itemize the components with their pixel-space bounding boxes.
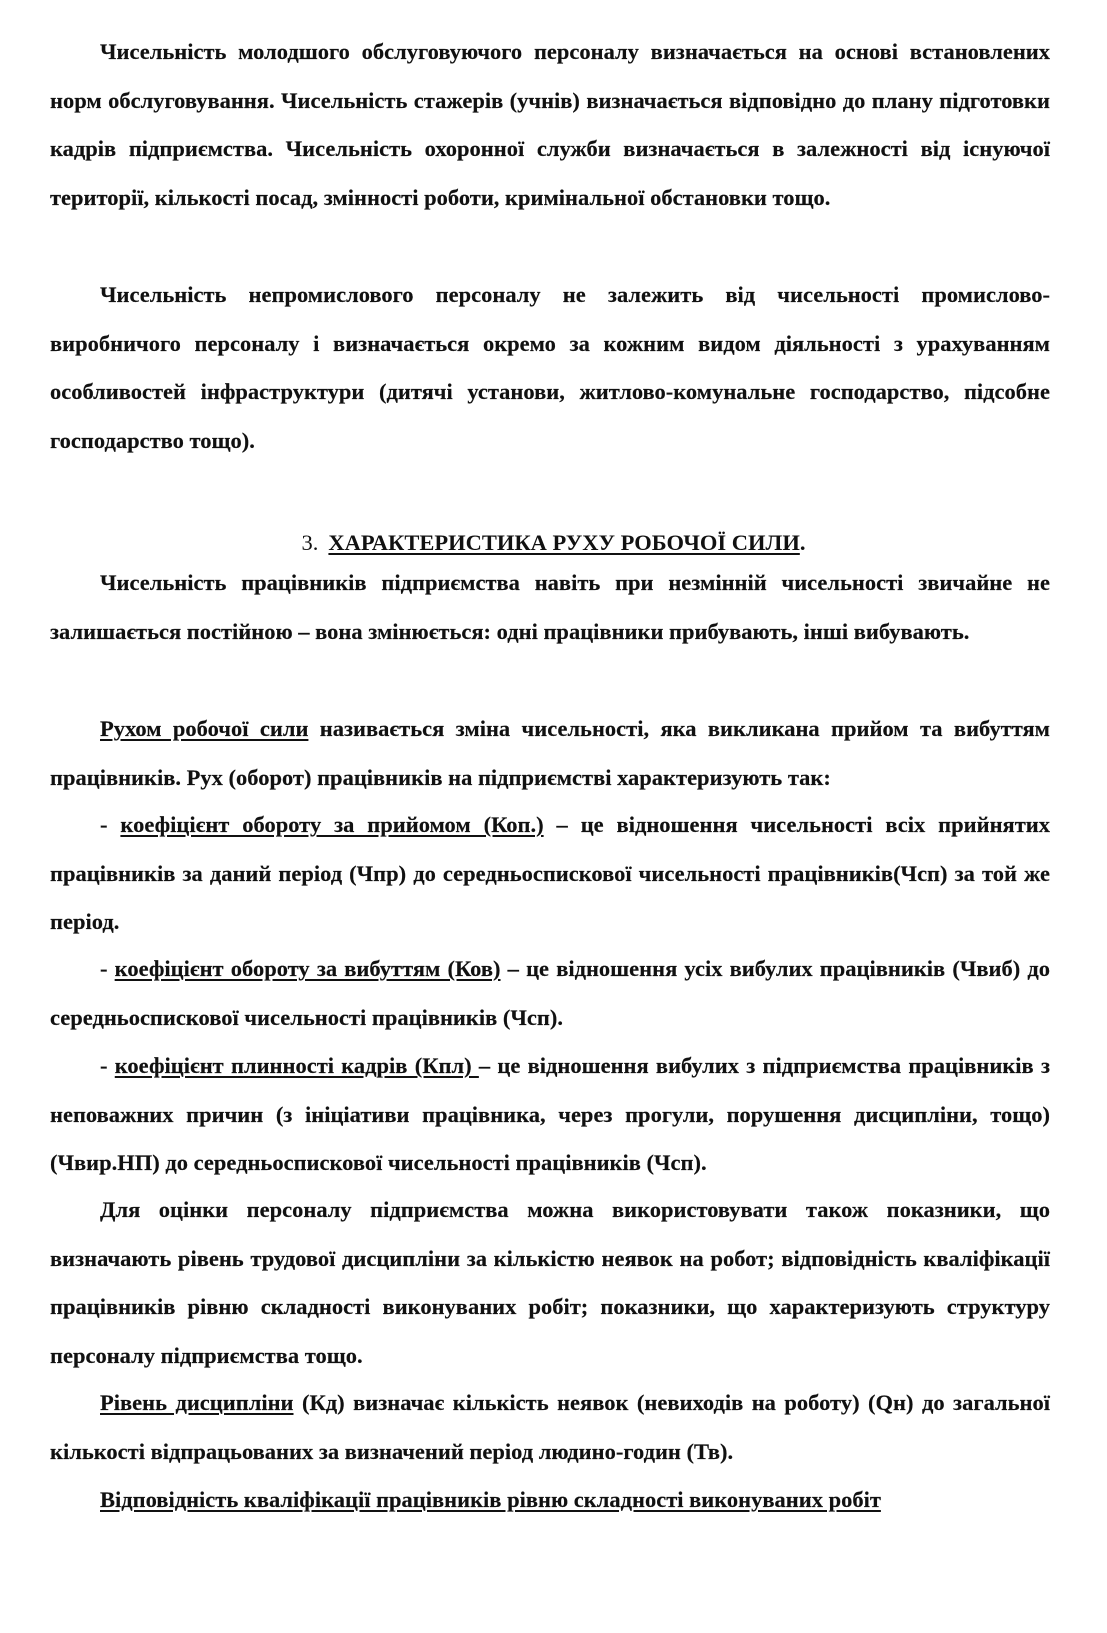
list-bullet: - (100, 1053, 115, 1078)
list-item-text: – це відношення чисельності всіх прийнятих працівників за даний період (Чпр) до середньоспискової чисельності працівників(Чсп) за той же період. (50, 812, 1050, 934)
term-workforce-movement: Рухом робочої сили (100, 716, 309, 741)
paragraph-personnel-assessment: Для оцінки персоналу підприємства можна використовувати також показники, що визначають рівень трудової дисципліни за кількістю неявок на робот; відповідність кваліфікації працівників рівню складності виконуваних робіт; показники, що характеризують структуру персоналу підприємства тощо. (50, 1197, 1050, 1368)
term-leaving-turnover: коефіцієнт обороту за вибуттям (Ков) (114, 956, 501, 981)
list-bullet: - (100, 956, 115, 981)
section-number: 3. (301, 530, 319, 555)
list-item-text: – це відношення вибулих з підприємства працівників з неповажних причин (з ініціативи працівника, через прогули, порушення дисципліни, тощо) (Чвир.НП) до середньоспискової чисельності працівників (Чсп). (50, 1053, 1051, 1175)
section-title-trail: . (799, 530, 806, 555)
section-title: ХАРАКТЕРИСТИКА РУХУ РОБОЧОЇ СИЛИ (328, 530, 800, 555)
paragraph-text: (Кд) визначає кількість неявок (невиходів на роботу) (Qн) до загальної кількості відпрацьованих за визначений період людино-годин (Тв). (50, 1390, 1050, 1464)
list-bullet: - (100, 812, 121, 837)
list-item-hiring-turnover (50, 801, 1050, 947)
term-hiring-turnover: коефіцієнт обороту за прийомом (Коп.) (120, 812, 544, 837)
paragraph-text: називається зміна чисельності, яка викликана прийом та вибуттям працівників. Рух (оборот) працівників на підприємстві характеризують так: (50, 716, 1050, 790)
term-staff-fluidity: коефіцієнт плинності кадрів (Кпл) (114, 1053, 479, 1078)
paragraph-qualification-match (50, 1476, 1050, 1525)
paragraph-junior-staff: Чисельність молодшого обслуговуючого персоналу визначається на основі встановлених норм обслуговування. Чисельність стажерів (учнів) визначається відповідно до плану підготовки кадрів підприємства. Чисельність охоронної служби визначається в залежності від існуючої території, кількості посад, змінності роботи, кримінальної обстановки тощо. (50, 39, 1050, 210)
term-discipline-level: Рівень дисципліни (100, 1390, 294, 1415)
term-qualification-match: Відповідність кваліфікації працівників рівню складності виконуваних робіт (100, 1487, 881, 1512)
paragraph-staff-change: Чисельність працівників підприємства навіть при незмінній чисельності звичайне не залишається постійною – вона змінюється: одні працівники прибувають, інші вибувають. (50, 570, 1050, 644)
list-item-staff-fluidity (50, 1042, 1050, 1188)
paragraph-workforce-movement (50, 705, 1050, 802)
section-heading (0, 523, 1107, 563)
list-item-text: – це відношення усіх вибулих працівників (Чвиб) до середньоспискової чисельності працівників (Чсп). (50, 956, 1050, 1030)
paragraph-discipline-level (50, 1379, 1050, 1476)
paragraph-non-industrial-staff: Чисельність непромислового персоналу не залежить від чисельності промислово-виробничого персоналу і визначається окремо за кожним видом діяльності з урахуванням особливостей інфраструктури (дитячі установи, житлово-комунальне господарство, підсобне господарство тощо). (50, 282, 1050, 453)
list-item-leaving-turnover (50, 945, 1050, 1042)
